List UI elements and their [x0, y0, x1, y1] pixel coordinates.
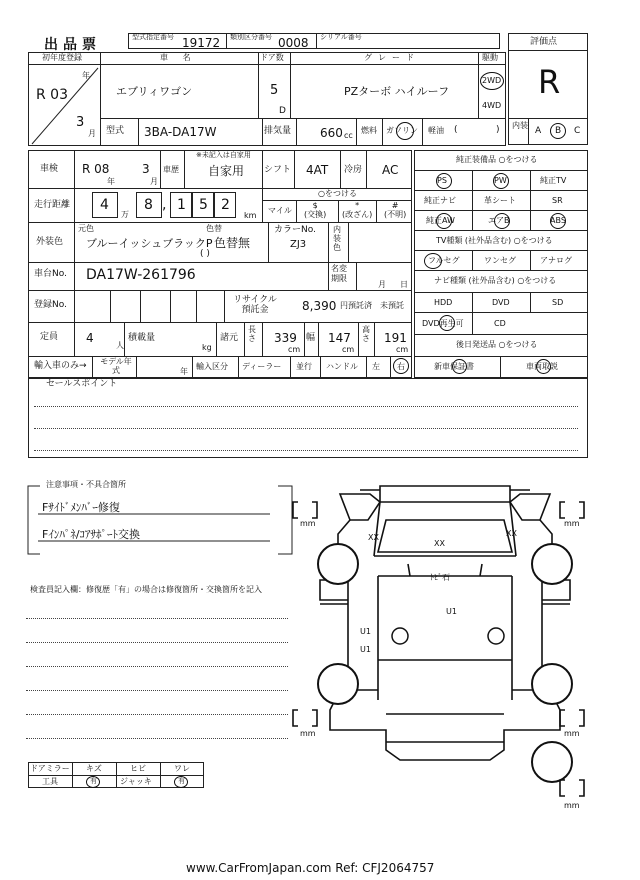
docs-manual: 車両取説 — [526, 362, 558, 371]
tv-title: TV種類 (社外品含む) ○をつける — [436, 236, 553, 245]
capacity-value: 4 — [86, 331, 94, 345]
fuel-bracket: ( — [454, 125, 458, 135]
navi-dvd: DVD — [492, 298, 510, 307]
mileage-ten-thousands: 4 — [100, 197, 109, 213]
circle-mark — [393, 358, 409, 374]
mile-label: マイル — [268, 206, 292, 215]
day-unit: 日 — [400, 280, 408, 289]
month-unit: 月 — [378, 280, 386, 289]
shift-label: シフト — [264, 165, 292, 175]
model-spec-value: 19172 — [182, 36, 221, 50]
circle-mark — [493, 173, 509, 189]
recycle-label: リサイクル預託金 — [233, 295, 277, 315]
serial-label: シリアル番号 — [320, 33, 362, 41]
length-value: 339 — [274, 331, 297, 345]
cm-unit: cm — [342, 345, 355, 354]
unknown-label: # (不明) — [384, 201, 407, 219]
interior-a: A — [535, 126, 542, 136]
tv-fullseg: フルセグ — [428, 256, 460, 265]
ac-value: AC — [382, 163, 399, 177]
repaint-paren: ( ) — [200, 249, 210, 259]
mileage-thousands: 8 — [144, 197, 153, 213]
repaint-value: 色替無 — [214, 236, 251, 250]
evaluation-label: 評価点 — [530, 37, 558, 47]
damage-mark: ﾄﾋﾞ石 — [430, 573, 450, 582]
legend-scratch: キズ — [86, 764, 102, 773]
usage-note: ※未記入は自家用 — [196, 151, 251, 159]
drive-label: 駆動 — [482, 53, 498, 62]
mm-unit: mm — [564, 729, 580, 738]
inspection-label: 車検 — [40, 164, 59, 174]
month-unit: 月 — [150, 177, 158, 186]
chassis-number: DA17W-261796 — [86, 267, 196, 283]
mileage-digit: 2 — [221, 197, 230, 213]
note-item: Fｲﾝﾊﾟﾈ/ｺｱｻﾎﾟｰﾄ交換 — [42, 528, 141, 541]
model-spec-label: 型式指定番号 — [132, 33, 174, 41]
width-label: 幅 — [306, 333, 316, 343]
width-value: 147 — [328, 331, 351, 345]
mm-unit: mm — [564, 519, 580, 528]
mileage-digit: 1 — [177, 197, 186, 213]
chassis-label: 車台No. — [34, 269, 67, 279]
import-label: 輸入車のみ→ — [34, 361, 87, 371]
displacement-value: 660 — [320, 126, 343, 140]
load-label: 積載量 — [128, 333, 156, 343]
handle-left: 左 — [372, 362, 380, 371]
color-no-label: カラーNo. — [274, 225, 316, 235]
original-color-label: 元色 — [78, 224, 94, 233]
height-label: 高さ — [362, 325, 370, 343]
kg-unit: kg — [202, 343, 212, 352]
dims-label: 諸元 — [220, 333, 239, 343]
circle-mark — [494, 213, 510, 229]
legend-break: ワレ — [174, 764, 190, 773]
recycle-value: 8,390 — [302, 299, 337, 313]
person-unit: 人 — [116, 341, 124, 350]
damage-mark: XX — [506, 529, 517, 538]
damage-mark: U1 — [360, 627, 371, 636]
length-label: 長さ — [248, 325, 256, 343]
ac-label: 冷房 — [344, 165, 363, 175]
notes-title: 注意事項・不具合箇所 — [46, 480, 126, 489]
circle-mark — [396, 122, 414, 140]
recycle-unpaid: 未預託 — [380, 301, 404, 310]
circle-mark — [439, 315, 455, 331]
year-unit: 年 — [180, 367, 188, 376]
equip-abs: ABS — [550, 216, 566, 225]
inspection-year: R 08 — [82, 162, 110, 176]
evaluation-grade: R — [538, 63, 561, 101]
mm-unit: mm — [300, 729, 316, 738]
legend-tools-present: 有 — [90, 777, 97, 785]
tv-oneseg: ワンセグ — [484, 256, 516, 265]
displacement-unit: cc — [344, 131, 353, 140]
equip-leather: 革シート — [484, 196, 516, 205]
handle-label: ハンドル — [326, 362, 358, 371]
drive-4wd: 4WD — [482, 101, 502, 110]
circle-mark — [550, 123, 566, 139]
equip-sr: SR — [552, 196, 563, 205]
recycle-status: 円預託済 — [340, 301, 372, 310]
circle-mark — [86, 776, 100, 788]
damage-mark: XX — [368, 533, 379, 542]
grade-label: グレード — [364, 53, 420, 62]
shift-value: 4AT — [306, 163, 329, 177]
circle-mark — [436, 173, 452, 189]
inspector-title: 検査員記入欄：修復歴「有」の場合は修復箇所・交換箇所を記入 — [30, 585, 262, 594]
handle-right: 右 — [397, 362, 405, 371]
colors-label: 外装色 — [36, 237, 64, 247]
import-class-label: 輸入区分 — [196, 362, 228, 371]
usage-label: 車歴 — [163, 165, 179, 174]
sales-point-box — [28, 378, 588, 458]
km-unit: km — [244, 211, 257, 220]
inspection-month: 3 — [142, 162, 150, 176]
interior-c: C — [574, 126, 581, 136]
footer-ref: www.CarFromJapan.com Ref: CFJ2064757 — [186, 861, 435, 875]
docs-warranty: 新車保証書 — [434, 362, 474, 371]
navi-title: ナビ種類 (社外品含む) ○をつける — [434, 276, 557, 285]
vehicle-name: エブリィワゴン — [116, 85, 193, 98]
drive-2wd: 2WD — [482, 76, 502, 85]
usage-value: 自家用 — [208, 164, 245, 178]
model-label: 型式 — [106, 126, 125, 136]
fuel-bracket: ) — [496, 125, 500, 135]
damage-mark: U1 — [446, 607, 457, 616]
man-unit: 万 — [121, 210, 129, 219]
doors-label: ドア数 — [260, 53, 284, 62]
equip-tv: 純正TV — [540, 176, 567, 185]
equip-airbag: エアB — [488, 216, 510, 225]
circle-mark — [174, 776, 188, 788]
mileage-circle-note: ○をつける — [318, 189, 357, 198]
car-diagram — [290, 480, 600, 810]
note-item: Fｻｲﾄﾞﾒﾝﾊﾞｰ修復 — [42, 501, 120, 514]
legend-jack-present: 有 — [178, 777, 185, 785]
circle-mark — [480, 72, 504, 90]
circle-mark — [424, 253, 442, 269]
fuel-label: 燃料 — [361, 126, 377, 135]
interior-b: B — [555, 126, 562, 136]
equip-aw: 純正AW — [426, 216, 455, 225]
import-dealer: ディーラー — [242, 362, 282, 371]
mm-unit: mm — [564, 801, 580, 810]
legend-door-mirror: ドアミラー — [30, 764, 70, 773]
category-value: 0008 — [278, 36, 309, 50]
mm-unit: mm — [300, 519, 316, 528]
tv-analog: アナログ — [540, 256, 572, 265]
first-reg-label: 初年度登録 — [42, 53, 82, 62]
interior-color-label: 内装色 — [333, 225, 341, 252]
exchange-label: $ (交換) — [304, 201, 327, 219]
color-no: ZJ3 — [290, 239, 307, 250]
mileage-label: 走行距離 — [34, 200, 71, 210]
original-color: ブルーイッシュブラックP — [86, 237, 213, 250]
tampered-label: * (改ざん) — [342, 201, 373, 219]
circle-mark — [452, 359, 467, 374]
navi-hdd: HDD — [434, 298, 453, 307]
separator: , — [162, 197, 167, 213]
interior-label: 内装 — [512, 121, 528, 130]
legend-jack: ジャッキ — [120, 777, 152, 786]
mileage-digit: 5 — [199, 197, 208, 213]
damage-mark: U1 — [360, 645, 371, 654]
name-change-label: 名変期限 — [331, 264, 347, 283]
registration-label: 登録No. — [34, 300, 67, 310]
model-value: 3BA-DA17W — [144, 125, 217, 139]
cm-unit: cm — [288, 345, 301, 354]
import-parallel: 並行 — [296, 362, 312, 371]
navi-dvd-playable: DVD再生可 — [422, 319, 464, 328]
fuel-diesel: 軽油 — [428, 126, 444, 135]
equipment-title: 純正装備品 ○をつける — [456, 155, 538, 164]
displacement-label: 排気量 — [264, 126, 292, 136]
navi-sd: SD — [552, 298, 564, 307]
circle-mark — [536, 359, 551, 374]
circle-mark — [436, 213, 452, 229]
page-title: 出品票 — [44, 37, 101, 53]
equip-ps: PS — [437, 176, 447, 185]
capacity-label: 定員 — [40, 332, 59, 342]
legend-crack: ヒビ — [130, 764, 146, 773]
doors-value: 5 — [270, 83, 279, 98]
cm-unit: cm — [396, 345, 409, 354]
year-unit: 年 — [107, 177, 115, 186]
equip-pw: PW — [494, 176, 507, 185]
year-unit: 年 — [82, 71, 90, 80]
first-reg-year: R 03 — [36, 87, 68, 103]
circle-mark — [550, 213, 566, 229]
door-type: D — [279, 106, 286, 116]
grade-value: PZターボ ハイルーフ — [344, 85, 450, 98]
vehicle-name-label: 車 名 — [160, 53, 197, 62]
notes-bracket — [26, 480, 296, 556]
repaint-label: 色替 — [206, 224, 222, 233]
category-label: 類別区分番号 — [230, 33, 272, 41]
navi-cd: CD — [494, 319, 506, 328]
fuel-gasoline: ガソリン — [386, 126, 418, 135]
first-reg-month: 3 — [76, 115, 85, 130]
legend-tools: 工具 — [42, 777, 58, 786]
height-value: 191 — [384, 331, 407, 345]
damage-mark: XX — [434, 539, 445, 548]
equip-navi: 純正ナビ — [424, 196, 456, 205]
month-unit: 月 — [88, 129, 96, 138]
sales-point-label: セールスポイント — [46, 379, 118, 389]
model-year-label: モデル年式 — [100, 357, 132, 375]
docs-title: 後日発送品 ○をつける — [456, 340, 538, 349]
